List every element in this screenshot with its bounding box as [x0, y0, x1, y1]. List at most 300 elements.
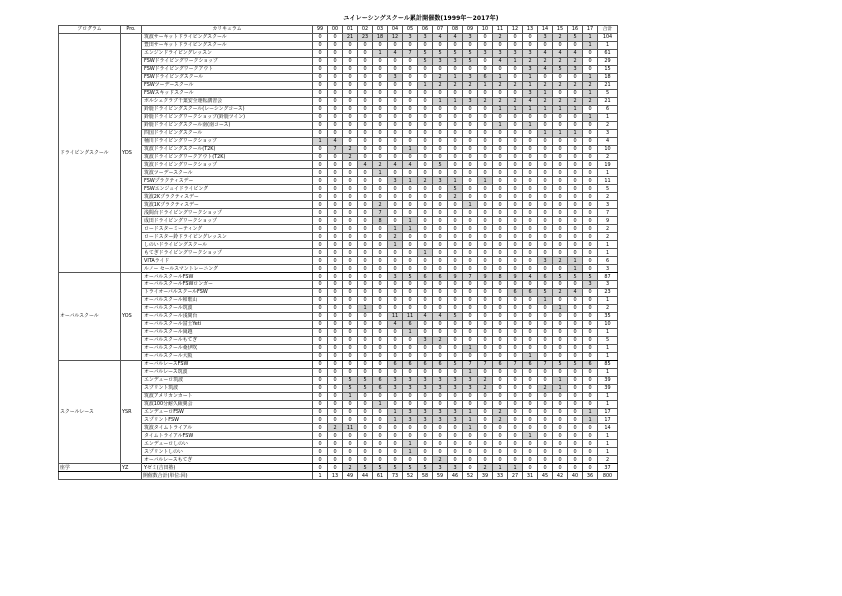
count-cell: 0	[508, 448, 523, 456]
count-cell: 0	[463, 113, 478, 121]
count-cell: 0	[553, 336, 568, 344]
count-cell: 0	[463, 193, 478, 201]
count-cell: 6	[418, 360, 433, 368]
count-cell: 1	[358, 304, 373, 312]
count-cell: 0	[463, 328, 478, 336]
count-cell: 0	[448, 432, 463, 440]
course-name-cell: FSWエンジュイドライビング	[142, 185, 313, 193]
count-cell: 0	[493, 265, 508, 273]
count-cell: 6	[523, 288, 538, 296]
count-cell: 0	[448, 121, 463, 129]
count-cell: 12	[388, 33, 403, 41]
count-cell: 0	[583, 57, 598, 65]
count-cell: 0	[343, 249, 358, 257]
count-cell: 2	[448, 81, 463, 89]
count-cell: 0	[343, 281, 358, 289]
course-name-cell: 筑波タイムトライアル	[142, 424, 313, 432]
count-cell: 0	[418, 41, 433, 49]
count-cell: 1	[463, 368, 478, 376]
table-row	[59, 424, 618, 432]
count-cell: 5	[433, 49, 448, 57]
count-cell: 1	[343, 392, 358, 400]
course-name-cell: オーバルレースもてぎ	[142, 456, 313, 464]
row-total-cell: 18	[598, 73, 618, 81]
count-cell: 3	[523, 89, 538, 97]
count-cell: 0	[313, 384, 328, 392]
count-cell: 3	[448, 464, 463, 472]
count-cell: 0	[553, 408, 568, 416]
count-cell: 0	[418, 296, 433, 304]
course-name-cell: オーバルスクール岡越	[142, 328, 313, 336]
count-cell: 0	[373, 360, 388, 368]
table-row	[59, 121, 618, 129]
count-cell: 0	[448, 241, 463, 249]
row-total-cell: 21	[598, 97, 618, 105]
summary-count-cell: 13	[328, 472, 343, 480]
course-name-cell: ロードスター鈴ドライビングレッスン	[142, 233, 313, 241]
count-cell: 0	[373, 265, 388, 273]
count-cell: 0	[553, 209, 568, 217]
table-row	[59, 185, 618, 193]
count-cell: 0	[343, 368, 358, 376]
count-cell: 3	[418, 416, 433, 424]
count-cell: 0	[373, 312, 388, 320]
count-cell: 0	[583, 464, 598, 472]
course-name-cell: オーバルスクール大阪	[142, 352, 313, 360]
count-cell: 3	[478, 49, 493, 57]
count-cell: 0	[538, 352, 553, 360]
count-cell: 0	[358, 352, 373, 360]
count-cell: 2	[493, 416, 508, 424]
count-cell: 0	[508, 177, 523, 185]
pro-code-cell: YDS	[121, 33, 142, 272]
count-cell: 0	[553, 424, 568, 432]
count-cell: 0	[433, 121, 448, 129]
count-cell: 0	[328, 129, 343, 137]
count-cell: 0	[538, 73, 553, 81]
count-cell: 0	[313, 145, 328, 153]
count-cell: 0	[433, 233, 448, 241]
count-cell: 1	[508, 105, 523, 113]
count-cell: 5	[403, 464, 418, 472]
count-cell: 0	[328, 249, 343, 257]
count-cell: 0	[328, 336, 343, 344]
count-cell: 0	[313, 249, 328, 257]
count-cell: 0	[478, 424, 493, 432]
course-name-cell: 筑波1Kプラクティスデー	[142, 201, 313, 209]
count-cell: 0	[358, 41, 373, 49]
count-cell: 0	[448, 89, 463, 97]
count-cell: 0	[358, 57, 373, 65]
results-table	[58, 25, 618, 480]
count-cell: 0	[328, 57, 343, 65]
count-cell: 2	[568, 57, 583, 65]
count-cell: 0	[493, 392, 508, 400]
count-cell: 0	[463, 392, 478, 400]
count-cell: 0	[583, 161, 598, 169]
count-cell: 0	[508, 129, 523, 137]
row-total-cell: 7	[598, 209, 618, 217]
header-year: 10	[478, 26, 493, 34]
count-cell: 0	[343, 336, 358, 344]
count-cell: 0	[388, 257, 403, 265]
count-cell: 0	[373, 273, 388, 281]
count-cell: 0	[358, 153, 373, 161]
count-cell: 0	[538, 400, 553, 408]
count-cell: 0	[538, 344, 553, 352]
count-cell: 0	[358, 65, 373, 73]
count-cell: 0	[313, 304, 328, 312]
count-cell: 0	[523, 137, 538, 145]
count-cell: 0	[343, 456, 358, 464]
count-cell: 11	[343, 424, 358, 432]
count-cell: 0	[343, 105, 358, 113]
count-cell: 1	[553, 105, 568, 113]
count-cell: 0	[313, 201, 328, 209]
count-cell: 0	[553, 121, 568, 129]
count-cell: 0	[343, 352, 358, 360]
count-cell: 0	[403, 137, 418, 145]
count-cell: 0	[463, 121, 478, 129]
count-cell: 0	[568, 424, 583, 432]
count-cell: 0	[403, 344, 418, 352]
course-name-cell: スプリント筑波	[142, 384, 313, 392]
count-cell: 0	[448, 257, 463, 265]
count-cell: 0	[583, 233, 598, 241]
count-cell: 3	[418, 33, 433, 41]
count-cell: 1	[373, 169, 388, 177]
count-cell: 0	[538, 312, 553, 320]
count-cell: 0	[553, 89, 568, 97]
count-cell: 0	[433, 281, 448, 289]
count-cell: 0	[313, 288, 328, 296]
count-cell: 0	[328, 312, 343, 320]
count-cell: 0	[418, 89, 433, 97]
table-row	[59, 225, 618, 233]
count-cell: 0	[448, 320, 463, 328]
pro-code-cell: YSR	[121, 360, 142, 464]
count-cell: 0	[373, 113, 388, 121]
count-cell: 0	[328, 392, 343, 400]
count-cell: 0	[523, 304, 538, 312]
header-year: 04	[388, 26, 403, 34]
count-cell: 0	[478, 129, 493, 137]
count-cell: 0	[508, 281, 523, 289]
count-cell: 1	[403, 217, 418, 225]
count-cell: 0	[358, 121, 373, 129]
count-cell: 1	[523, 352, 538, 360]
count-cell: 0	[358, 169, 373, 177]
table-row	[59, 328, 618, 336]
count-cell: 0	[478, 33, 493, 41]
count-cell: 3	[448, 384, 463, 392]
count-cell: 0	[328, 288, 343, 296]
count-cell: 0	[478, 145, 493, 153]
count-cell: 0	[463, 105, 478, 113]
count-cell: 0	[343, 400, 358, 408]
count-cell: 0	[373, 440, 388, 448]
count-cell: 0	[313, 153, 328, 161]
count-cell: 1	[538, 89, 553, 97]
count-cell: 0	[538, 113, 553, 121]
course-name-cell: エンデューロFSW	[142, 408, 313, 416]
count-cell: 0	[313, 49, 328, 57]
count-cell: 0	[313, 368, 328, 376]
count-cell: 0	[418, 456, 433, 464]
count-cell: 0	[553, 281, 568, 289]
count-cell: 0	[463, 241, 478, 249]
count-cell: 6	[403, 320, 418, 328]
count-cell: 0	[523, 225, 538, 233]
count-cell: 0	[328, 368, 343, 376]
count-cell: 0	[508, 169, 523, 177]
count-cell: 0	[553, 400, 568, 408]
count-cell: 5	[343, 384, 358, 392]
count-cell: 5	[358, 464, 373, 472]
count-cell: 2	[463, 81, 478, 89]
count-cell: 0	[448, 233, 463, 241]
count-cell: 3	[523, 65, 538, 73]
count-cell: 1	[583, 33, 598, 41]
row-total-cell: 4	[598, 137, 618, 145]
count-cell: 2	[538, 81, 553, 89]
count-cell: 0	[508, 257, 523, 265]
count-cell: 0	[493, 113, 508, 121]
count-cell: 0	[433, 352, 448, 360]
count-cell: 0	[343, 448, 358, 456]
count-cell: 0	[403, 185, 418, 193]
row-total-cell: 37	[598, 464, 618, 472]
count-cell: 0	[448, 328, 463, 336]
count-cell: 0	[508, 336, 523, 344]
count-cell: 0	[583, 177, 598, 185]
course-name-cell: エンジンドライビングレッスン	[142, 49, 313, 57]
count-cell: 0	[358, 257, 373, 265]
count-cell: 1	[583, 41, 598, 49]
count-cell: 0	[538, 376, 553, 384]
count-cell: 3	[448, 416, 463, 424]
count-cell: 5	[343, 376, 358, 384]
count-cell: 0	[388, 65, 403, 73]
header-year: 14	[538, 26, 553, 34]
count-cell: 0	[493, 241, 508, 249]
count-cell: 0	[388, 121, 403, 129]
count-cell: 0	[538, 440, 553, 448]
count-cell: 0	[493, 185, 508, 193]
count-cell: 0	[328, 304, 343, 312]
table-row	[59, 137, 618, 145]
count-cell: 0	[358, 225, 373, 233]
count-cell: 5	[448, 49, 463, 57]
count-cell: 0	[373, 257, 388, 265]
summary-count-cell: 44	[358, 472, 373, 480]
count-cell: 0	[538, 432, 553, 440]
count-cell: 0	[418, 209, 433, 217]
count-cell: 0	[523, 33, 538, 41]
count-cell: 0	[493, 400, 508, 408]
count-cell: 0	[388, 328, 403, 336]
summary-count-cell: 49	[343, 472, 358, 480]
count-cell: 0	[313, 448, 328, 456]
count-cell: 0	[358, 97, 373, 105]
count-cell: 0	[403, 73, 418, 81]
count-cell: 3	[463, 376, 478, 384]
count-cell: 0	[463, 225, 478, 233]
count-cell: 0	[433, 424, 448, 432]
count-cell: 0	[523, 233, 538, 241]
count-cell: 0	[328, 352, 343, 360]
table-row	[59, 432, 618, 440]
count-cell: 2	[343, 464, 358, 472]
count-cell: 1	[463, 408, 478, 416]
count-cell: 0	[523, 145, 538, 153]
summary-count-cell: 45	[538, 472, 553, 480]
count-cell: 4	[523, 97, 538, 105]
count-cell: 0	[493, 41, 508, 49]
count-cell: 2	[478, 464, 493, 472]
count-cell: 0	[433, 153, 448, 161]
count-cell: 0	[388, 344, 403, 352]
count-cell: 0	[403, 265, 418, 273]
count-cell: 3	[448, 57, 463, 65]
count-cell: 0	[463, 464, 478, 472]
count-cell: 0	[313, 257, 328, 265]
count-cell: 1	[523, 432, 538, 440]
count-cell: 0	[493, 65, 508, 73]
count-cell: 5	[568, 360, 583, 368]
count-cell: 4	[388, 320, 403, 328]
course-name-cell: ロードスターミーティング	[142, 225, 313, 233]
count-cell: 1	[523, 105, 538, 113]
count-cell: 0	[388, 392, 403, 400]
count-cell: 3	[418, 408, 433, 416]
count-cell: 0	[343, 81, 358, 89]
count-cell: 0	[328, 296, 343, 304]
count-cell: 0	[478, 328, 493, 336]
count-cell: 0	[568, 233, 583, 241]
count-cell: 0	[403, 281, 418, 289]
count-cell: 0	[373, 416, 388, 424]
count-cell: 4	[418, 312, 433, 320]
count-cell: 0	[568, 336, 583, 344]
count-cell: 0	[508, 241, 523, 249]
course-name-cell: 鈴鹿ドライビングスクール南(南コース)	[142, 121, 313, 129]
count-cell: 0	[583, 328, 598, 336]
summary-count-cell: 31	[523, 472, 538, 480]
count-cell: 0	[568, 249, 583, 257]
count-cell: 0	[328, 153, 343, 161]
count-cell: 0	[418, 193, 433, 201]
count-cell: 0	[568, 464, 583, 472]
count-cell: 0	[568, 137, 583, 145]
table-row	[59, 312, 618, 320]
count-cell: 3	[403, 408, 418, 416]
count-cell: 7	[373, 209, 388, 217]
count-cell: 3	[493, 49, 508, 57]
table-row	[59, 177, 618, 185]
count-cell: 0	[583, 169, 598, 177]
count-cell: 0	[568, 209, 583, 217]
count-cell: 0	[403, 65, 418, 73]
count-cell: 1	[403, 328, 418, 336]
count-cell: 0	[388, 336, 403, 344]
table-row	[59, 281, 618, 289]
header-total: 合計	[598, 26, 618, 34]
count-cell: 0	[343, 257, 358, 265]
count-cell: 0	[463, 89, 478, 97]
count-cell: 0	[373, 73, 388, 81]
count-cell: 1	[523, 73, 538, 81]
count-cell: 4	[568, 288, 583, 296]
count-cell: 0	[313, 416, 328, 424]
count-cell: 0	[373, 185, 388, 193]
count-cell: 0	[508, 304, 523, 312]
count-cell: 2	[538, 57, 553, 65]
count-cell: 0	[568, 225, 583, 233]
count-cell: 2	[433, 336, 448, 344]
count-cell: 0	[418, 448, 433, 456]
summary-count-cell: 40	[568, 472, 583, 480]
count-cell: 0	[313, 169, 328, 177]
count-cell: 0	[418, 265, 433, 273]
count-cell: 2	[478, 384, 493, 392]
count-cell: 0	[568, 344, 583, 352]
count-cell: 0	[493, 209, 508, 217]
count-cell: 0	[478, 41, 493, 49]
count-cell: 0	[448, 209, 463, 217]
count-cell: 0	[508, 41, 523, 49]
count-cell: 3	[433, 384, 448, 392]
count-cell: 0	[388, 129, 403, 137]
count-cell: 0	[358, 416, 373, 424]
count-cell: 0	[313, 296, 328, 304]
count-cell: 1	[553, 304, 568, 312]
count-cell: 0	[478, 448, 493, 456]
count-cell: 2	[553, 97, 568, 105]
count-cell: 3	[463, 33, 478, 41]
count-cell: 0	[523, 376, 538, 384]
count-cell: 0	[433, 209, 448, 217]
count-cell: 0	[358, 392, 373, 400]
count-cell: 0	[418, 432, 433, 440]
count-cell: 0	[493, 352, 508, 360]
count-cell: 0	[583, 185, 598, 193]
count-cell: 0	[523, 416, 538, 424]
count-cell: 3	[403, 416, 418, 424]
count-cell: 0	[328, 209, 343, 217]
count-cell: 0	[418, 288, 433, 296]
count-cell: 0	[313, 41, 328, 49]
count-cell: 0	[508, 424, 523, 432]
count-cell: 2	[373, 201, 388, 209]
count-cell: 3	[463, 384, 478, 392]
table-row	[59, 161, 618, 169]
count-cell: 4	[358, 161, 373, 169]
count-cell: 0	[523, 312, 538, 320]
table-row	[59, 408, 618, 416]
count-cell: 6	[433, 360, 448, 368]
header-program: プログラム	[59, 26, 121, 34]
course-name-cell: Yゼミ(吉田塾)	[142, 464, 313, 472]
summary-count-cell: 42	[553, 472, 568, 480]
count-cell: 0	[568, 201, 583, 209]
count-cell: 0	[478, 304, 493, 312]
count-cell: 0	[313, 217, 328, 225]
count-cell: 1	[538, 296, 553, 304]
count-cell: 0	[538, 41, 553, 49]
count-cell: 0	[313, 97, 328, 105]
count-cell: 1	[403, 440, 418, 448]
